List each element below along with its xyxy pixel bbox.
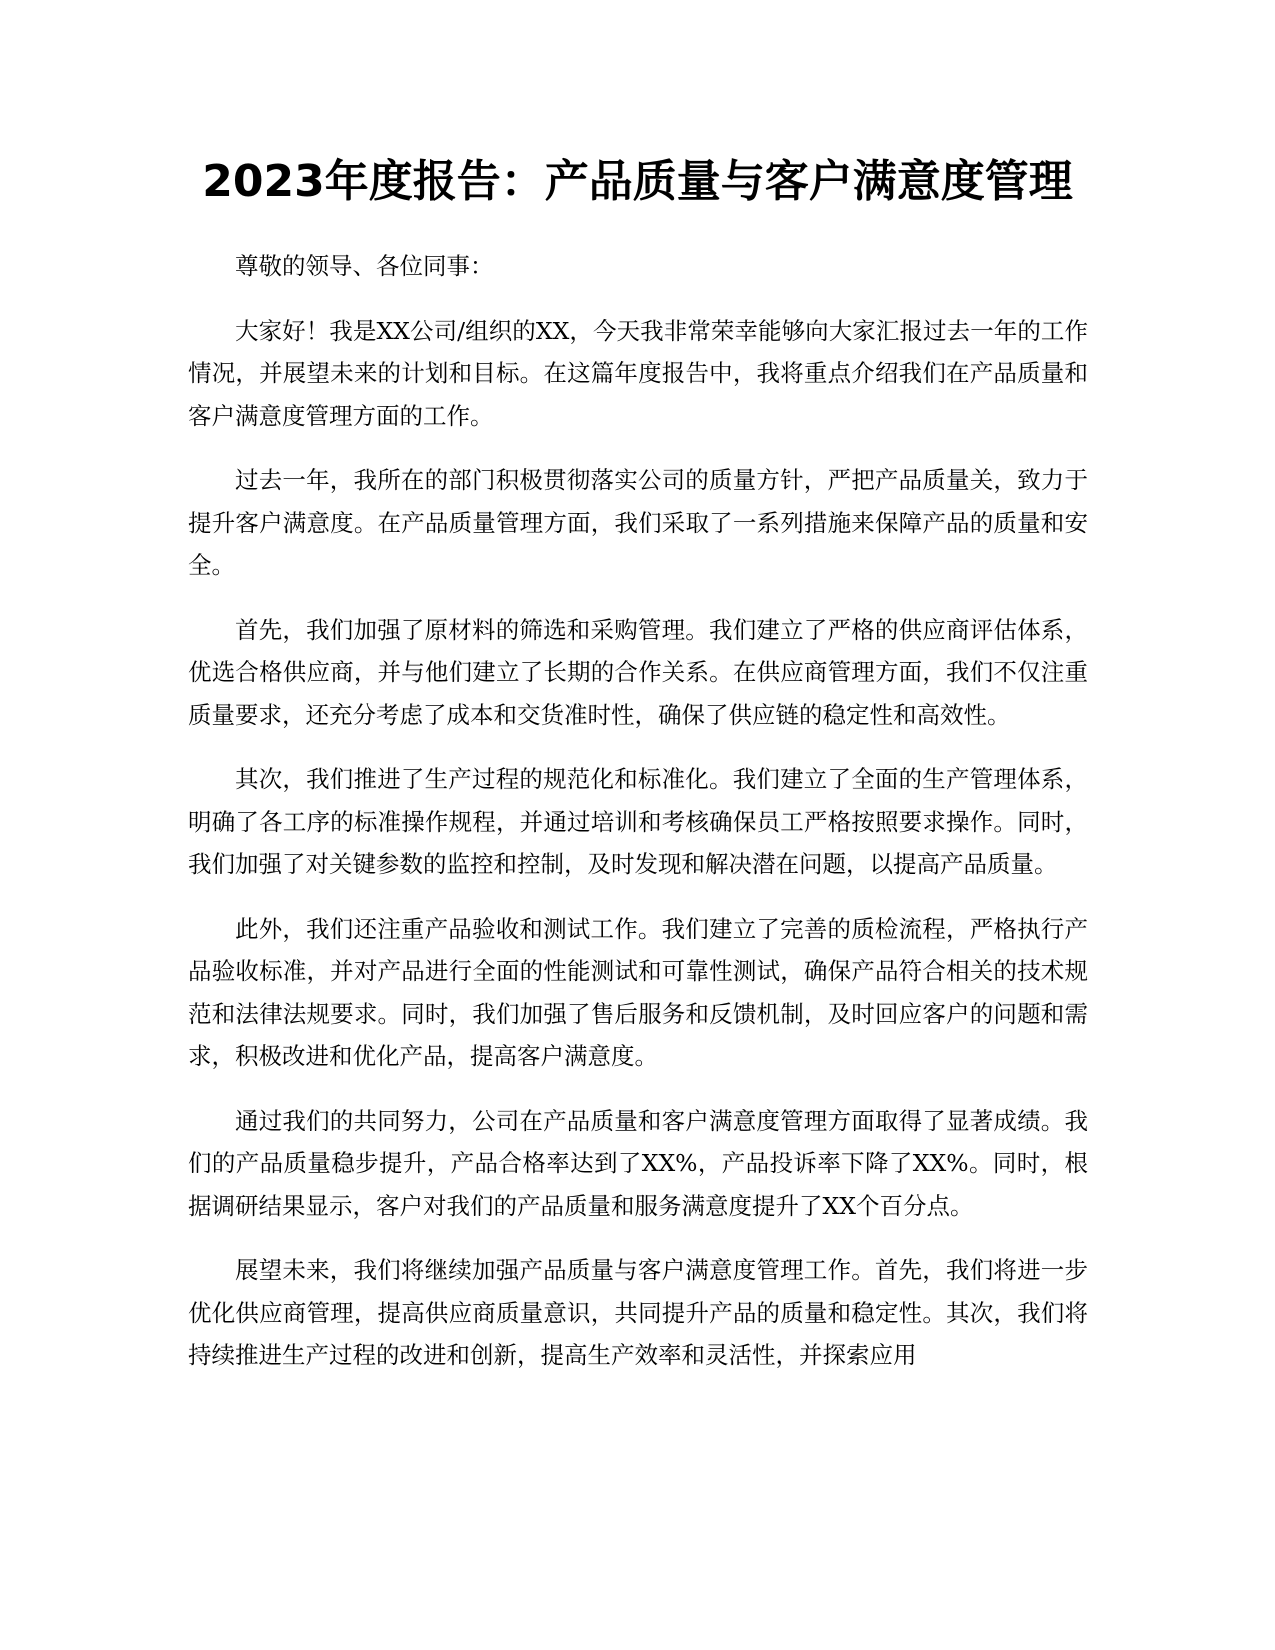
document-body — [188, 245, 1088, 1399]
salutation-paragraph: 尊敬的领导、各位同事： — [235, 252, 494, 280]
body-paragraph: 其次，我们推进了生产过程的规范化和标准化。我们建立了全面的生产管理体系，明确了各工序的标准操作规程，并通过培训和考核确保员工严格按照要求操作。同时，我们加强了对关键参数的监控和控制，及时发现和解决潜在问题，以提高产品质量。 — [188, 765, 1088, 878]
body-paragraph: 过去一年，我所在的部门积极贯彻落实公司的质量方针，严把产品质量关，致力于提升客户满意度。在产品质量管理方面，我们采取了一系列措施来保障产品的质量和安全。 — [188, 466, 1088, 579]
body-paragraph: 通过我们的共同努力，公司在产品质量和客户满意度管理方面取得了显著成绩。我们的产品质量稳步提升，产品合格率达到了XX%，产品投诉率下降了XX%。同时，根据调研结果显示，客户对我们的产品质量和服务满意度提升了XX个百分点。 — [188, 1106, 1088, 1220]
body-paragraph: 首先，我们加强了原材料的筛选和采购管理。我们建立了严格的供应商评估体系，优选合格供应商，并与他们建立了长期的合作关系。在供应商管理方面，我们不仅注重质量要求，还充分考虑了成本和交货准时性，确保了供应链的稳定性和高效性。 — [188, 615, 1088, 729]
body-paragraph: 大家好！我是XX公司/组织的XX，今天我非常荣幸能够向大家汇报过去一年的工作情况，并展望未来的计划和目标。在这篇年度报告中，我将重点介绍我们在产品质量和客户满意度管理方面的工作。 — [188, 316, 1088, 430]
body-paragraph: 此外，我们还注重产品验收和测试工作。我们建立了完善的质检流程，严格执行产品验收标准，并对产品进行全面的性能测试和可靠性测试，确保产品符合相关的技术规范和法律法规要求。同时，我们加强了售后服务和反馈机制，及时回应客户的问题和需求，积极改进和优化产品，提高客户满意度。 — [188, 914, 1088, 1070]
body-paragraph: 展望未来，我们将继续加强产品质量与客户满意度管理工作。首先，我们将进一步优化供应商管理，提高供应商质量意识，共同提升产品的质量和稳定性。其次，我们将持续推进生产过程的改进和创新，提高生产效率和灵活性，并探索应用 — [188, 1256, 1088, 1369]
document-title: 2023年度报告：产品质量与客户满意度管理 — [202, 156, 1073, 207]
